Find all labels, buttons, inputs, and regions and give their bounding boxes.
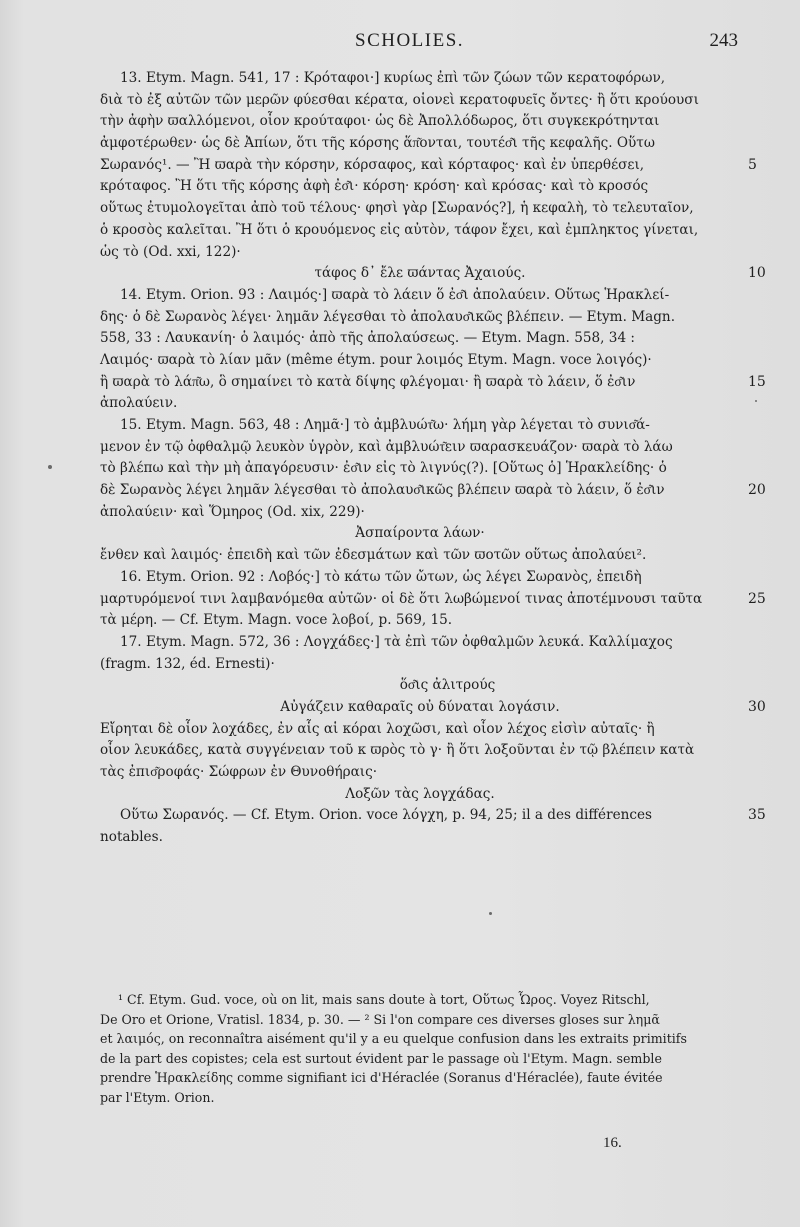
line-text: Σωρανός¹. — Ἢ ϖαρὰ τὴν κόρσην, κόρσαφος, καὶ κόρταφος· καὶ ἐν ὑπερθέσει, [100,156,645,173]
line-text: ἀμφοτέρωθεν· ὡς δὲ Ἀπίων, ὅτι τῆς κόρσης ἅπ͂ονται, τουτέσ͂ι τῆς κεφαλῆς. Οὕτω [100,135,655,152]
line-text: 15. Etym. Magn. 563, 48 : Λημᾶ·] τὸ ἀμβλυώτ͂ω· λήμη γὰρ λέγεται τὸ συνισ͂ά- [120,417,650,433]
text-line [100,567,740,589]
line-text: οἷον λευκάδες, κατὰ συγγένειαν τοῦ κ ϖρὸς τὸ γ· ἢ ὅτι λοξοῦνται ἐν τῷ βλέπειν κατὰ [100,742,695,759]
text-line [100,697,766,719]
footnote-line: prendre Ἡρακλείδης comme signifiant ici d'Héraclée (Soranus d'Héraclée), faute évitée [100,1070,663,1086]
line-text: ἀπολαύειν· καὶ Ὅμηρος (Od. xix, 229)· [100,503,365,520]
text-line [100,242,740,264]
line-number: 5 [748,156,757,173]
line-text: κρόταφος. Ἢ ὅτι τῆς κόρσης ἀφὴ ἐσ͂ι· κόρση· κρόση· καὶ κρόσας· καὶ τὸ κροσός [100,178,649,195]
text-line [100,805,766,827]
text-line [100,415,740,437]
footnote-line: ¹ Cf. Etym. Gud. voce, où on lit, mais sans doute à tort, Οὕτως Ὧρος. Voyez Ritschl, [118,992,650,1007]
text-line [100,372,766,394]
line-text: τάφος δ᾽ ἔλε ϖάντας Ἀχαιούς. [314,265,526,282]
text-line [100,90,740,112]
line-text: ὅσ͂ις ἀλιτρούς [399,677,496,694]
text-line [100,198,740,220]
main-text [100,68,766,849]
text-line [100,502,740,524]
line-text: τὸ βλέπω καὶ τὴν μὴ ἀπαγόρευσιν· ἐσ͂ιν εἰς τὸ λιγνύς(?). [Οὕτως ὁ] Ἡρακλείδης· ὁ [100,460,667,477]
line-text: μαρτυρόμενοί τινι λαμβανόμεθα αὐτῶν· οἱ δὲ ὅτι λωβώμενοί τινας ἀποτέμνουσι ταῦτα [100,590,703,607]
line-text: Λοξῶν τὰς λογχάδας. [345,785,495,802]
text-line [100,393,740,415]
line-text: 16. Etym. Orion. 92 : Λοβός·] τὸ κάτω τῶν ὤτων, ὡς λέγει Σωρανὸς, ἐπειδὴ [120,568,642,585]
text-line [100,675,740,697]
text-line [100,68,740,90]
line-number: 35 [748,807,766,824]
footnotes [100,990,740,1108]
line-text: 17. Etym. Magn. 572, 36 : Λογχάδες·] τὰ ἐπὶ τῶν ὀφθαλμῶν λευκά. Καλλίμαχος [120,633,673,650]
footnote-line: par l'Etym. Orion. [100,1089,215,1105]
text-line [100,740,740,762]
line-text: notables. [100,829,163,846]
line-number: 10 [748,265,766,282]
paper-speck [755,400,757,402]
text-line [100,458,740,480]
line-text: Αὐγάζειν καθαραῖς οὐ δύναται λογάσιν. [280,698,560,715]
running-title: SCHOLIES. [355,30,465,51]
line-number: 25 [748,590,766,607]
line-text: Λαιμός· ϖαρὰ τὸ λίαν μᾶν (même étym. pour λοιμός Etym. Magn. voce λοιγός)· [100,351,652,368]
line-text: ἔνθεν καὶ λαιμός· ἐπειδὴ καὶ τῶν ἐδεσμάτων καὶ τῶν ϖοτῶν οὕτως ἀπολαύει². [100,547,647,564]
text-line [100,307,740,329]
text-line [100,480,766,502]
text-line [100,523,740,545]
text-line [100,827,740,849]
line-text: 14. Etym. Orion. 93 : Λαιμός·] ϖαρὰ τὸ λάειν ὅ ἐσ͂ι ἀπολαύειν. Οὕτως Ἡρακλεί- [120,286,670,303]
text-line [100,133,740,155]
line-text: τὴν ἀφὴν ϖαλλόμενοι, οἷον κρούταφοι· ὡς δὲ Ἀπολλόδωρος, ὅτι συγκεκρότηνται [100,113,660,130]
line-text: δὲ Σωρανὸς λέγει λημᾶν λέγεσθαι τὸ ἀπολαυσ͂ικῶς βλέπειν ϖαρὰ τὸ λάειν, ὅ ἐσ͂ιν [100,482,665,499]
line-text: ἢ ϖαρὰ τὸ λάπ͂ω, ὃ σημαίνει τὸ κατὰ δίψης φλέγομαι· ἢ ϖαρὰ τὸ λάειν, ὅ ἐσ͂ιν [100,373,636,390]
text-line [100,545,740,567]
page-number: 243 [709,30,738,51]
line-number: 15 [748,373,766,390]
text-line [100,285,740,307]
footnote-line: de la part des copistes; cela est surtout évident par le passage où l'Etym. Magn. semble [100,1050,662,1066]
line-text: δης· ὁ δὲ Σωρανὸς λέγει· λημᾶν λέγεσθαι τὸ ἀπολαυσ͂ικῶς βλέπειν. — Etym. Magn. [100,308,676,325]
text-line [100,111,740,133]
paper-speck [489,912,492,915]
line-text: οὕτως ἐτυμολογεῖται ἀπὸ τοῦ τέλους· φησὶ γὰρ [Σωρανός?], ἡ κεφαλὴ, τὸ τελευταῖον, [100,200,694,217]
text-line [100,155,757,177]
text-line [100,784,740,806]
line-text: Εἴρηται δὲ οἷον λοχάδες, ἐν αἷς αἱ κόραι λοχῶσι, καὶ οἷον λέχος εἰσὶν αὐταῖς· ἢ [100,720,655,737]
line-text: 558, 33 : Λαυκανίη· ὁ λαιμός· ἀπὸ τῆς ἀπολαύσεως. — Etym. Magn. 558, 34 : [100,330,635,347]
text-line [100,350,740,372]
footnote-line: et λαιμός, on reconnaîtra aisément qu'il y a eu quelque confusion dans les extraits primitifs [100,1031,687,1047]
text-line [100,437,740,459]
text-line [100,762,740,784]
signature-mark: 16. [603,1135,622,1151]
text-line [100,654,740,676]
line-text: ὡς τὸ (Od. xxi, 122)· [100,243,241,260]
footnote-line: De Oro et Orione, Vratisl. 1834, p. 30. — ² Si l'on compare ces diverses gloses sur λημᾶ [100,1011,660,1027]
paper-speck [48,465,52,469]
line-text: μενον ἐν τῷ ὀφθαλμῷ λευκὸν ὑγρὸν, καὶ ἀμβλυώτ͂ειν ϖαρασκευάζον· ϖαρὰ τὸ λάω [100,438,673,455]
page-header [0,30,800,58]
text-line [100,719,740,741]
line-text: Ἀσπαίροντα λάων· [355,525,485,542]
line-text: Οὕτω Σωρανός. — Cf. Etym. Orion. voce λόγχη, p. 94, 25; il a des différences [120,807,653,824]
line-text: τὰς ἐπισ͂ροφάς· Σώφρων ἐν Θυνοθήραις· [100,764,378,780]
line-number: 20 [748,482,766,499]
text-line [100,176,740,198]
line-text: τὰ μέρη. — Cf. Etym. Magn. voce λοβοί, p. 569, 15. [100,612,453,629]
line-text: 13. Etym. Magn. 541, 17 : Κρόταφοι·] κυρίως ἐπὶ τῶν ζώων τῶν κερατοφόρων, [120,70,666,86]
text-line [100,610,740,632]
line-text: (fragm. 132, éd. Ernesti)· [100,655,275,672]
line-number: 30 [748,698,766,715]
text-line [100,589,766,611]
text-line [100,263,766,285]
line-text: ἀπολαύειν. [100,395,178,412]
text-line [100,328,740,350]
text-line [100,632,740,654]
line-text: διὰ τὸ ἐξ αὐτῶν τῶν μερῶν φύεσθαι κέρατα, οἱονεὶ κερατοφυεῖς ὄντες· ἢ ὅτι κρούουσι [100,91,699,108]
line-text: ὁ κροσὸς καλεῖται. Ἢ ὅτι ὁ κρουόμενος εἰς αὐτὸν, τάφον ἔχει, καὶ ἐμπληκτος γίνεται, [100,221,699,238]
text-line [100,220,740,242]
